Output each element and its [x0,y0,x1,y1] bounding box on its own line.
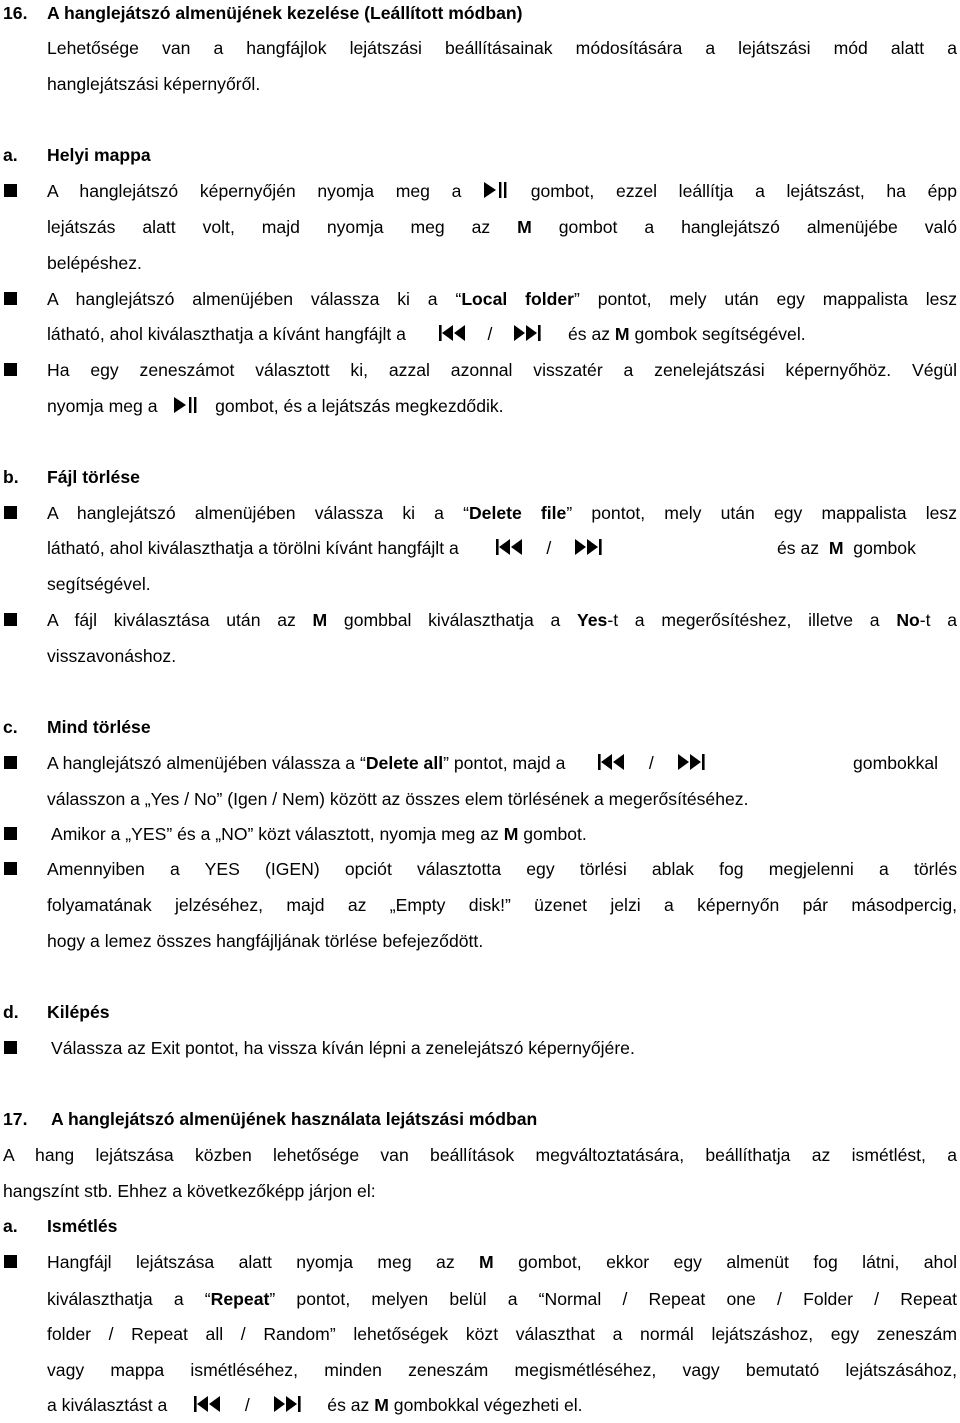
subsection-letter: a. [3,145,18,165]
paragraph-line: hanglejátszási képernyőről. [47,74,261,94]
text: gombot, ekkor egy almenüt fog látni, ahol [518,1252,958,1272]
previous-track-icon [193,1395,223,1413]
subsection-title: Fájl törlése [47,467,140,487]
paragraph-line: visszavonáshoz. [47,646,177,666]
text: gombok segítségével. [634,324,806,344]
bullet-icon [4,756,17,769]
paragraph-line [47,745,957,781]
next-track-icon [573,538,603,556]
m-button-label: M [479,1252,494,1272]
text: és az [567,324,611,344]
text: gombot. [523,824,587,844]
next-track-icon [512,324,542,342]
text: és az M gombok [777,538,916,558]
paragraph-line [47,1281,957,1317]
section-number: 16. [3,3,28,23]
bullet-icon [4,506,17,519]
menu-item-name: Delete all [365,753,444,773]
text: és az [327,1395,370,1415]
m-button-label: M [828,538,844,558]
bullet-icon [4,363,17,376]
next-track-icon [272,1395,302,1413]
paragraph-line [51,816,587,852]
bullet-icon [4,1041,17,1054]
paragraph-line [47,602,957,638]
paragraph-line [47,1244,957,1280]
section-number: 17. [3,1109,28,1129]
text: A hanglejátszó almenüjében válassza a “Delete all” pontot, majd a [47,753,566,773]
paragraph-line: vagy mappa ismétléséhez, minden zeneszám megismétléséhez, vagy bemutató lejátszásához, [47,1360,957,1380]
separator: / [244,1395,250,1415]
paragraph-line: hogy a lemez összes hangfájljának törlése befejeződött. [47,931,484,951]
paragraph-line: Válassza az Exit pontot, ha vissza kíván lépni a zenelejátszó képernyőjére. [51,1038,635,1058]
paragraph-line [47,173,957,209]
text: lejátszás alatt volt, majd nyomja meg az [47,217,491,237]
play-pause-icon [483,181,509,199]
text: A hanglejátszó képernyőjén nyomja meg a [47,181,462,201]
text: nyomja meg a [47,396,158,416]
paragraph-line [47,209,957,245]
m-button-label: M [374,1395,389,1415]
menu-item-name: Local folder [461,289,575,309]
text: A fájl kiválasztása után az M gombbal kiválaszthatja a Yes-t a megerősítéshez, illetve a No-t a [47,610,958,630]
previous-track-icon [495,538,525,556]
paragraph-line: folder / Repeat all / Random” lehetőségek közt választhat a normál lejátszáshoz, egy zeneszám [47,1324,957,1344]
paragraph-line [47,1387,583,1423]
section-title: A hanglejátszó almenüjének használata lejátszási módban [51,1109,538,1129]
separator: / [546,538,552,558]
bullet-icon [4,862,17,875]
bullet-icon [4,184,17,197]
bullet-icon [4,827,17,840]
paragraph-line: válasszon a „Yes / No” (Igen / Nem) között az összes elem törlésének a megerősítéséhez. [47,789,749,809]
text: gombokkal [853,753,939,773]
subsection-title: Kilépés [47,1002,110,1022]
text: kiválaszthatja a “Repeat” pontot, melyen belül a “Normal / Repeat one / Folder / Repeat [47,1289,957,1309]
bullet-icon [4,1255,17,1268]
text: gombot, ezzel leállítja a lejátszást, ha épp [530,181,957,201]
subsection-title: Mind törlése [47,717,151,737]
text: Amikor a „YES” és a „NO” közt választott, nyomja meg az [51,824,499,844]
subsection-title: Helyi mappa [47,145,151,165]
paragraph-line: hangszínt stb. Ehhez a következőképp járjon el: [3,1181,376,1201]
paragraph-line: Amennyiben a YES (IGEN) opciót választotta egy törlési ablak fog megjelenni a törlés [47,859,957,879]
bullet-icon [4,613,17,626]
paragraph-line: segítségével. [47,574,151,594]
text: gombot, és a lejátszás megkezdődik. [215,396,504,416]
m-button-label: M [614,324,630,344]
paragraph-line: belépéshez. [47,253,142,273]
separator: / [487,324,493,344]
m-button-label: M [503,824,519,844]
paragraph-line: Ha egy zeneszámot választott ki, azzal azonnal visszatér a zenelejátszási képernyőhöz. Végül [47,360,957,380]
paragraph-line [47,316,806,352]
paragraph-line [47,495,957,531]
subsection-letter: b. [3,467,19,487]
paragraph-line [47,530,957,566]
previous-track-icon [597,753,627,771]
menu-item-name: Repeat [210,1289,270,1309]
subsection-letter: a. [3,1216,18,1236]
subsection-letter: c. [3,717,18,737]
text: látható, ahol kiválaszthatja a kívánt hangfájlt a [47,324,406,344]
paragraph-line [47,388,504,424]
subsection-letter: d. [3,1002,19,1022]
text: látható, ahol kiválaszthatja a törölni kívánt hangfájlt a [47,538,459,558]
paragraph-line [47,281,957,317]
separator: / [648,753,654,773]
bullet-icon [4,292,17,305]
text: A hanglejátszó almenüjében válassza ki a “Delete file” pontot, mely után egy mappalista lesz [47,503,957,523]
text: a kiválasztást a [47,1395,168,1415]
section-title: A hanglejátszó almenüjének kezelése (Leállított módban) [47,3,523,23]
paragraph-line: folyamatának jelzéséhez, majd az „Empty disk!” üzenet jelzi a képernyőn pár másodpercig, [47,895,957,915]
text: Hangfájl lejátszása alatt nyomja meg az [47,1252,455,1272]
text: gombot a hanglejátszó almenüjébe való [558,217,957,237]
m-button-label: M [517,217,532,237]
previous-track-icon [438,324,468,342]
text: A hanglejátszó almenüjében válassza ki a “Local folder” pontot, mely után egy mappalista lesz [47,289,958,309]
menu-item-name: Delete file [468,503,567,523]
play-pause-icon [173,396,199,414]
text: gombokkal végezheti el. [393,1395,583,1415]
paragraph-line: A hang lejátszása közben lehetősége van beállítások megváltoztatására, beállíthatja az ismétlést, a [3,1145,957,1165]
subsection-title: Ismétlés [47,1216,118,1236]
paragraph-line: Lehetősége van a hangfájlok lejátszási beállításainak módosítására a lejátszási mód alatt a [47,38,957,58]
next-track-icon [676,753,706,771]
